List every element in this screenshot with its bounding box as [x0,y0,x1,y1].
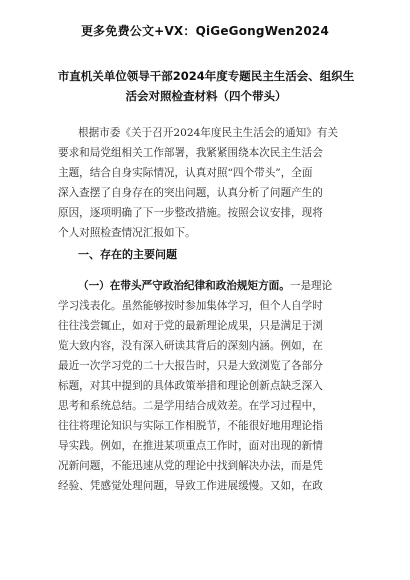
paragraph-line: 导实践。例如，在推进某项重点工作时，面对出现的新情 [58,440,323,452]
body-paragraph [58,276,354,496]
section-heading: 一、存在的主要问题 [78,248,177,261]
paragraph-line: 根据市委《关于召开2024年度民主生活会的通知》有关 [78,127,339,139]
title-line: 市直机关单位领导干部2024年度专题民主生活会、组织生 [57,69,355,83]
paragraph-line: 往往浅尝辄止，如对于党的最新理论成果，只是满足于浏 [58,320,323,332]
subsection-heading: （一）在带头严守政治纪律和政治规矩方面。 [78,280,290,292]
paragraph-line: 览大致内容，没有深入研读其背后的深刻内涵。例如，在 [58,340,323,352]
intro-paragraph [58,123,354,243]
paragraph-text: 一是理论 [289,280,333,292]
paragraph-line: 况新问题，不能迅速从党的理论中找到解决办法，而是凭 [58,460,323,472]
promo-header: 更多免费公文+VX：QiGeGongWen2024 [80,24,329,38]
paragraph-line: 往往将理论知识与实际工作相脱节，不能很好地用理论指 [58,420,323,432]
paragraph-line: 原因，逐项明确了下一步整改措施。按照会议安排，现将 [58,207,323,219]
paragraph-line: 要求和局党组相关工作部署，我紧紧围绕本次民主生活会 [58,147,323,159]
paragraph-line: 深入查摆了自身存在的突出问题，认真分析了问题产生的 [58,187,323,199]
paragraph-line: 个人对照检查情况汇报如下。 [58,227,196,239]
paragraph-first-line [58,276,354,296]
title-line: 活会对照检查材料（四个带头） [125,89,287,103]
paragraph-line: 经验、凭感觉处理问题，导致工作进展缓慢。又如，在政 [58,480,323,492]
paragraph-line: 主题，结合自身实际情况，认真对照“四个带头”，全面 [58,167,313,179]
paragraph-line: 学习浅表化。虽然能够按时参加集体学习，但个人自学时 [58,300,323,312]
paragraph-line: 最近一次学习党的二十大报告时，只是大致浏览了各部分 [58,360,323,372]
document-title [50,66,362,106]
paragraph-line: 标题，对其中提到的具体政策举措和理论创新点缺乏深入 [58,380,323,392]
paragraph-line: 思考和系统总结。二是学用结合成效差。在学习过程中， [58,400,323,412]
